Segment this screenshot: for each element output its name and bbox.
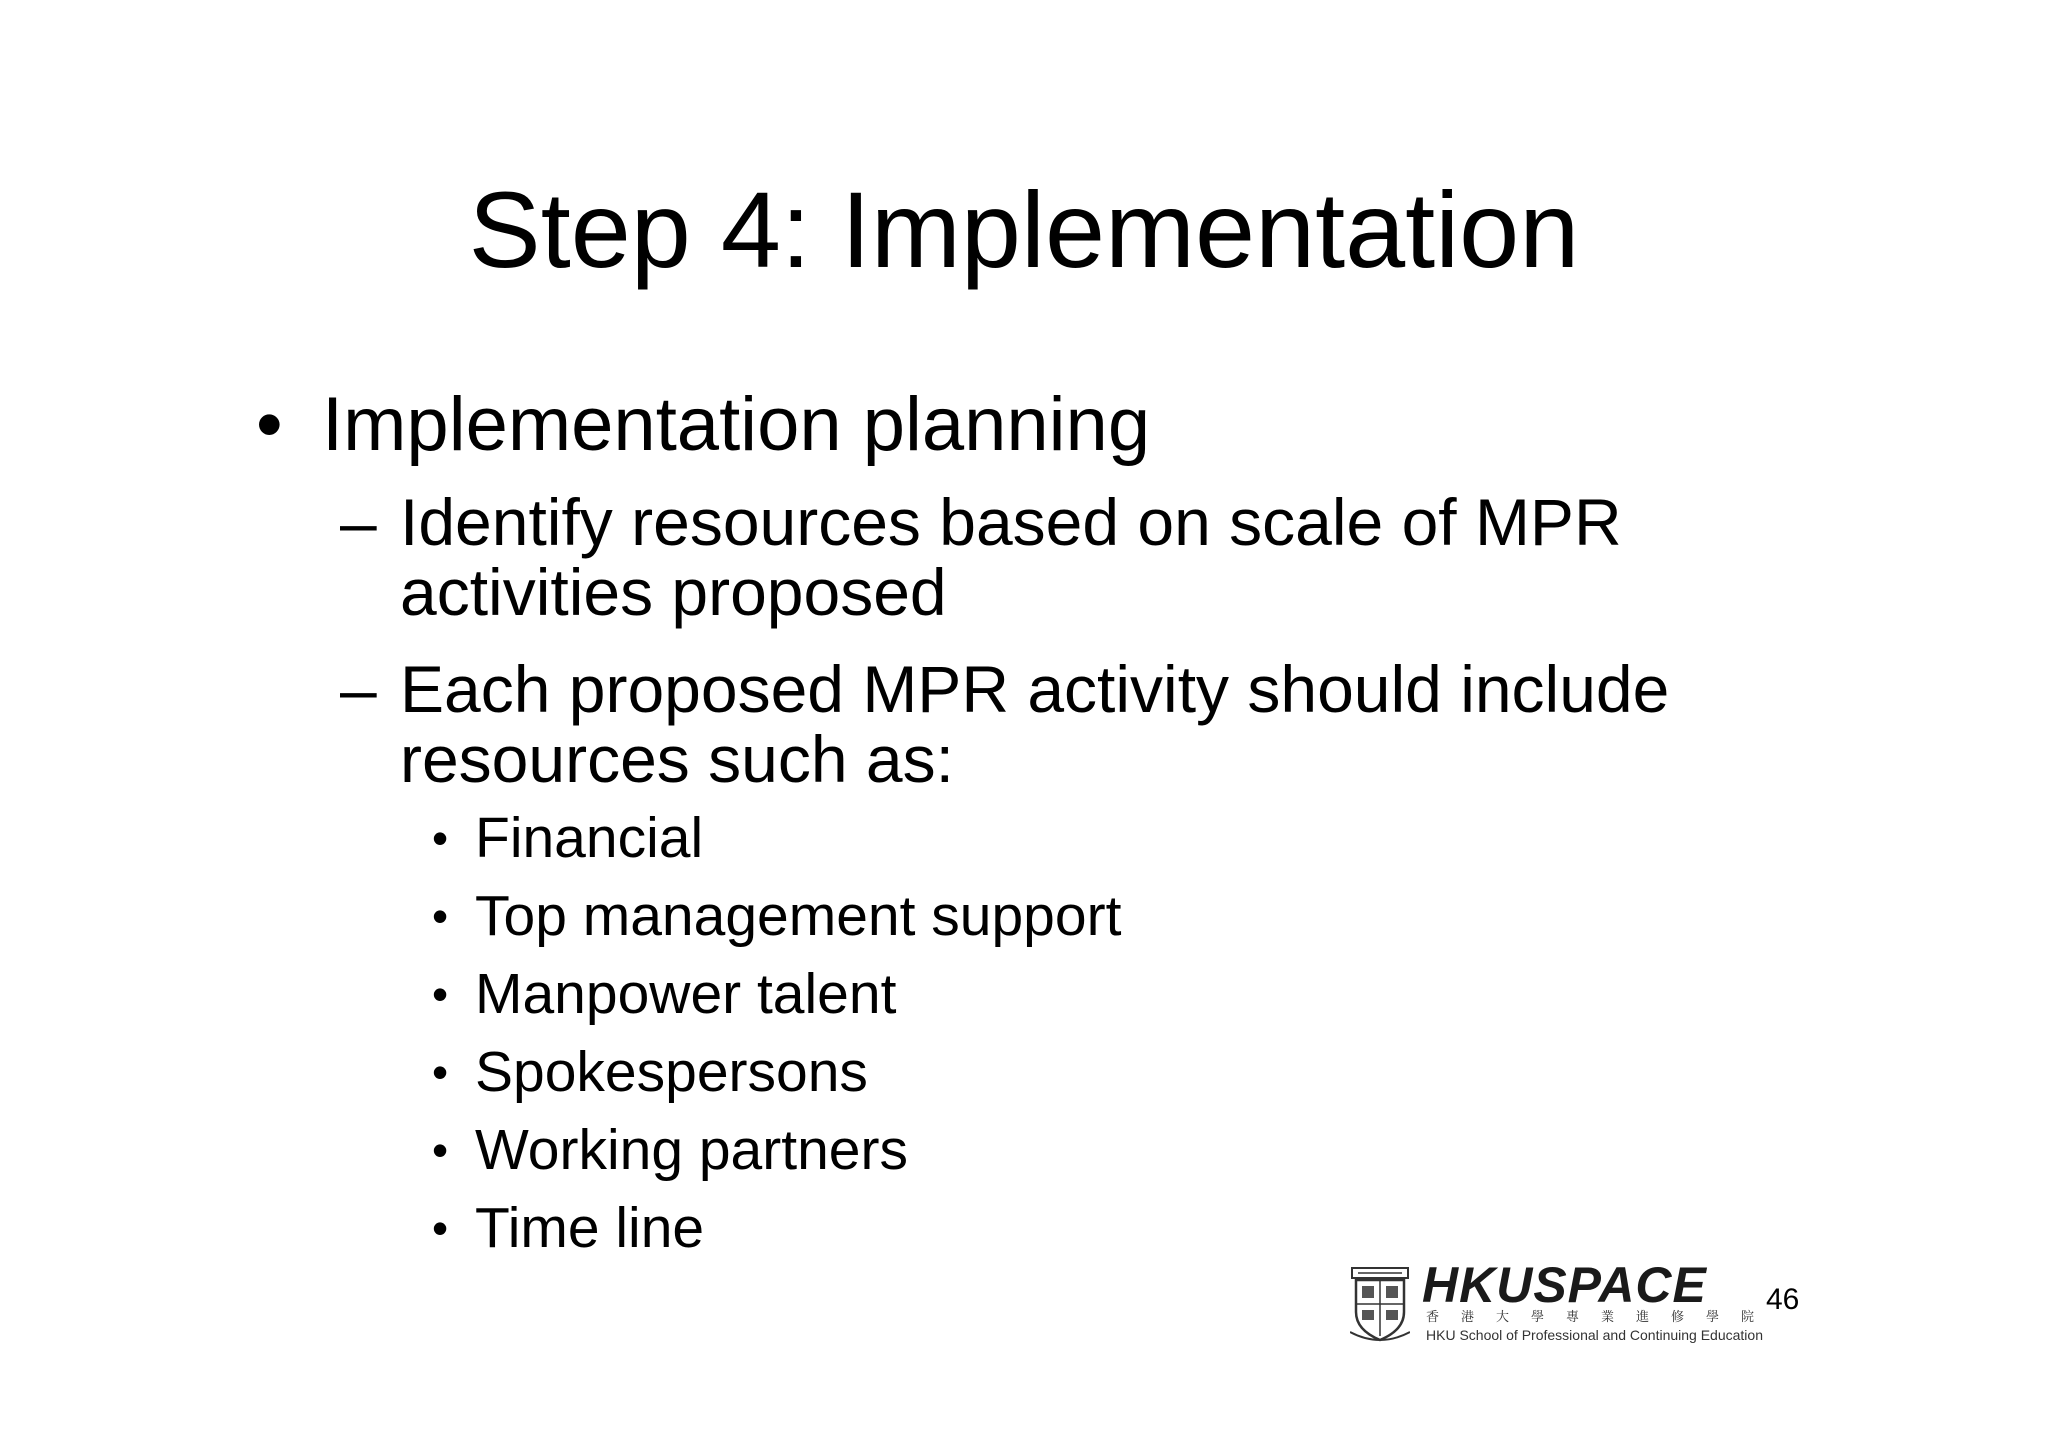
dash-marker: – xyxy=(340,652,377,726)
page-number: 46 xyxy=(1766,1283,1800,1316)
resource-text: Financial xyxy=(475,806,704,870)
bullet-text: Implementation planning xyxy=(322,382,1151,467)
slide-title: Step 4: Implementation xyxy=(468,169,1580,290)
dash-marker: – xyxy=(340,485,377,559)
resource-text: Working partners xyxy=(475,1118,908,1182)
resource-text: Spokespersons xyxy=(475,1040,868,1104)
bullet-marker: • xyxy=(432,1202,449,1254)
university-crest-icon xyxy=(1350,1266,1410,1344)
hkuspace-logo xyxy=(1350,1257,1780,1348)
sub-bullet-line: Identify resources based on scale of MPR xyxy=(400,485,1622,559)
resource-text: Top management support xyxy=(475,884,1122,948)
logo-school-name: HKU School of Professional and Continuing Education xyxy=(1426,1327,1763,1343)
bullet-marker: • xyxy=(432,812,449,864)
bullet-marker: • xyxy=(432,890,449,942)
logo-wordmark: HKUSPACE xyxy=(1422,1257,1707,1313)
bullet-marker: • xyxy=(256,382,283,467)
bullet-marker: • xyxy=(432,1046,449,1098)
sub-bullet-line: activities proposed xyxy=(400,555,947,629)
logo-chinese-name: 香港大學專業進修學院 xyxy=(1426,1309,1777,1324)
sub-bullet-line: Each proposed MPR activity should include xyxy=(400,652,1670,726)
sub-bullet-line: resources such as: xyxy=(400,722,954,796)
resource-text: Manpower talent xyxy=(475,962,897,1026)
resource-text: Time line xyxy=(475,1196,705,1260)
bullet-marker: • xyxy=(432,1124,449,1176)
bullet-marker: • xyxy=(432,968,449,1020)
